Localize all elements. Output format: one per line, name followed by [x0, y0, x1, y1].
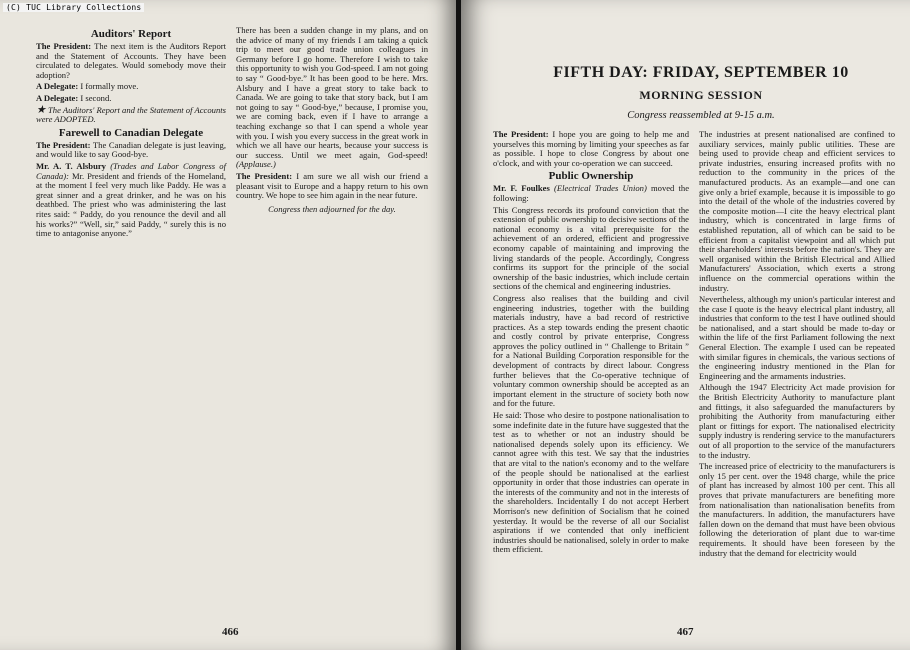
speech-paragraph-2: Nevertheless, although my union's particular interest and the case I quote is the heavy electrical plant industry, all industries that conform to the test I have outlined should be nationalised, and a start should be made to-day or within the life of the first Parliament following the next General Election. The example I used can be repeated with similar figures in chemicals, the various sections of the engineering industry mentioned in the Plan for Engineering and the armaments industries. — [699, 294, 895, 381]
speech-paragraph-4: The increased price of electricity to the manufacturers is only 15 per cent. over the 1948 charge, while the price of plant has increased by almost 100 per cent. This all proves that private manufacturers are benefiting more from nationalisation than nationalisation benefits from the manufacturers. In addition, the manufacturers have fallen down on the demand that must have been obvious following the deterioration of plant due to war-time requirements. It should have been foreseen by the industry that the demand for electricity would — [699, 461, 895, 558]
alsbury-continued — [236, 26, 428, 170]
speaker-org: (Trades and Labor Congress of Canada): — [36, 160, 226, 181]
speaker-label: The President: — [236, 170, 293, 181]
heading-public-ownership: Public Ownership — [548, 170, 634, 183]
speaker-label: A Delegate: — [36, 81, 79, 92]
star-icon: ★ — [36, 103, 46, 116]
speech-paragraph-3: Although the 1947 Electricity Act made provision for the British Electricity Authority to manufacture plant and fittings, it also safeguarded the manufacturers by prohibiting the Authority from manufacturing either plant or fittings for export. The nationalised electricity supply industry is rendering service to the manufacturers out of all proportion to the service of the manufacturers to the industry. — [699, 382, 895, 460]
right-page — [461, 0, 910, 650]
speaker-label: The President: — [36, 41, 92, 51]
delegate-second — [36, 94, 226, 104]
speaker-label: A Delegate: — [36, 92, 79, 103]
president-farewell — [36, 141, 226, 160]
motion-paragraph-2: Congress also realises that the building and civil engineering industries, together with the building materials industry, have a bad record of restrictive practices. As a step towards ending the present chaotic and costly control by private enterprise, Congress approves the policy outlined in “ Challenge to Britain ” for a National Building Corporation responsible for the development of contracts by direct labour. Congress further believes that the Co-operative technique of voluntary common ownership should be accepted as an important element in the structure of society both now and for the future. — [493, 292, 689, 409]
alsbury-speech — [36, 162, 226, 239]
heading-farewell: Farewell to Canadian Delegate — [58, 126, 204, 139]
adopted-note — [36, 103, 226, 125]
speech-text: I formally move. — [78, 81, 139, 92]
copyright-notice: (C) TUC Library Collections — [3, 3, 144, 12]
foulkes-intro — [493, 184, 689, 203]
speaker-label: Mr. F. Foulkes — [493, 183, 550, 194]
speech-text: Mr. President and friends of the Homeland, at the moment I feel very much like Paddy. He was a great sinner and a great drinker, and he was on his deathbed. The priest who was administering the last rites said: “ Paddy, do you renounce the devil and all his works?” “Well, sir,” said Paddy, “ surely this is no time to antagonise anyone.” — [36, 170, 226, 239]
page-number-right: 467 — [677, 626, 694, 638]
session-title: MORNING SESSION — [639, 88, 763, 102]
speech-text: I second. — [78, 92, 112, 103]
speaker-label: Mr. A. T. Alsbury — [36, 160, 106, 171]
speaker-org: (Electrical Trades Union) — [554, 183, 647, 194]
right-column-2 — [699, 130, 895, 560]
day-title: FIFTH DAY: FRIDAY, SEPTEMBER 10 — [553, 64, 849, 81]
left-column-1 — [36, 26, 226, 241]
foulkes-speech: He said: Those who desire to postpone nationalisation to some indefinite date in the future have suggested that the test as to whether or not an industry should be nationalised depends solely upon its efficiency. We cannot agree with this test. We say that the industries that are vital to the nation's economy and to the welfare of the people should be nationalised at the earliest opportunity in order that those industries can operate in the interests of the community and not in the interests of the shareholders. Incidentally I do not accept Herbert Morrison's new definition of Socialism that he coined yesterday. It would be the reverse of all our Socialist aspirations if we contended that only inefficient industries should be nationalised, solely in order to make them efficient. — [493, 410, 689, 555]
adopted-text: The Auditors' Report and the Statement of Accounts were ADOPTED. — [36, 104, 226, 125]
heading-auditors-report: Auditors' Report — [90, 28, 172, 40]
speaker-label: The President: — [36, 139, 91, 150]
applause-note: (Applause.) — [236, 159, 276, 170]
delegate-move — [36, 82, 226, 92]
speaker-label: The President: — [493, 129, 549, 139]
adjourned-note: Congress then adjourned for the day. — [268, 203, 396, 214]
speech-text: I am sure we all wish our friend a pleasant visit to Europe and a happy return to his own country. We hope to see him again in the near future. — [236, 170, 428, 201]
reassembled-note: Congress reassembled at 9-15 a.m. — [627, 110, 775, 121]
left-column-2 — [236, 26, 428, 216]
president-statement — [36, 42, 226, 80]
speech-text: moved the following: — [493, 183, 690, 203]
president-opening — [493, 130, 689, 168]
speech-text: There has been a sudden change in my plans, and on the advice of many of my friends I am taking a quick trip to meet our good trade union colleagues in Germany before I go home. Therefore I wish to take this opportunity to wish you God-speed. I am not going to say “ Good-bye.” It has been good to be here. Mrs. Alsbury and I have a great story to take back to Canada. We are going to take that story back, but I am not going to say “ Good-bye,” because, I promise you, we are coming back, even if I have to arrange a teaching exchange so that I can spend a whole year with you. I wish you every success in the great work in which we all have our hearts, because your success is our success. Until we meet again, God-speed! — [236, 25, 428, 160]
president-reply — [236, 172, 428, 201]
speech-text: I hope you are going to help me and yourselves this morning by limiting your speeches as far as possible. I hope to close Congress by about one o'clock, and with your co-operation we can succeed. — [493, 129, 690, 168]
speech-text: The Canadian delegate is just leaving, and would like to say Good-bye. — [36, 139, 226, 160]
right-column-1 — [493, 130, 689, 557]
page-number-left: 466 — [222, 626, 239, 638]
speech-paragraph-1: The industries at present nationalised are confined to auxiliary services, mainly public utilities. These are being used to provide cheap and efficient services to private industries, ensuring increased profits with no reduction to the community in the prices of the manufactured products. As an example—and one can give only a brief example, because it is impossible to go into the detail of the whole of the industries covered by the composite motion—I cite the heavy electrical plant industry, which is concentrated in large firms of established reputation, all of which can be said to be efficient from a capitalist viewpoint and all which put their shareholders' interests before the nation's. They are well organised within the British Electrical and Allied Manufacturers' Association, which exerts a strong influence on the commercial operations within the industry. — [699, 129, 895, 293]
motion-paragraph-1: This Congress records its profound conviction that the extension of public ownership to decisive sections of the national economy is a vital prerequisite for the achievement of an ordered, efficient and progressive economy capable of maintaining and improving the living standards of the people. Accordingly, Congress confirms its support for the principle of the social ownership of the basic industries, which include certain sections of the chemical and engineering industries. — [493, 204, 689, 292]
speech-text: The next item is the Auditors Report and the Statement of Accounts. They have been circulated to delegates. Would somebody move their adoption? — [36, 41, 227, 80]
